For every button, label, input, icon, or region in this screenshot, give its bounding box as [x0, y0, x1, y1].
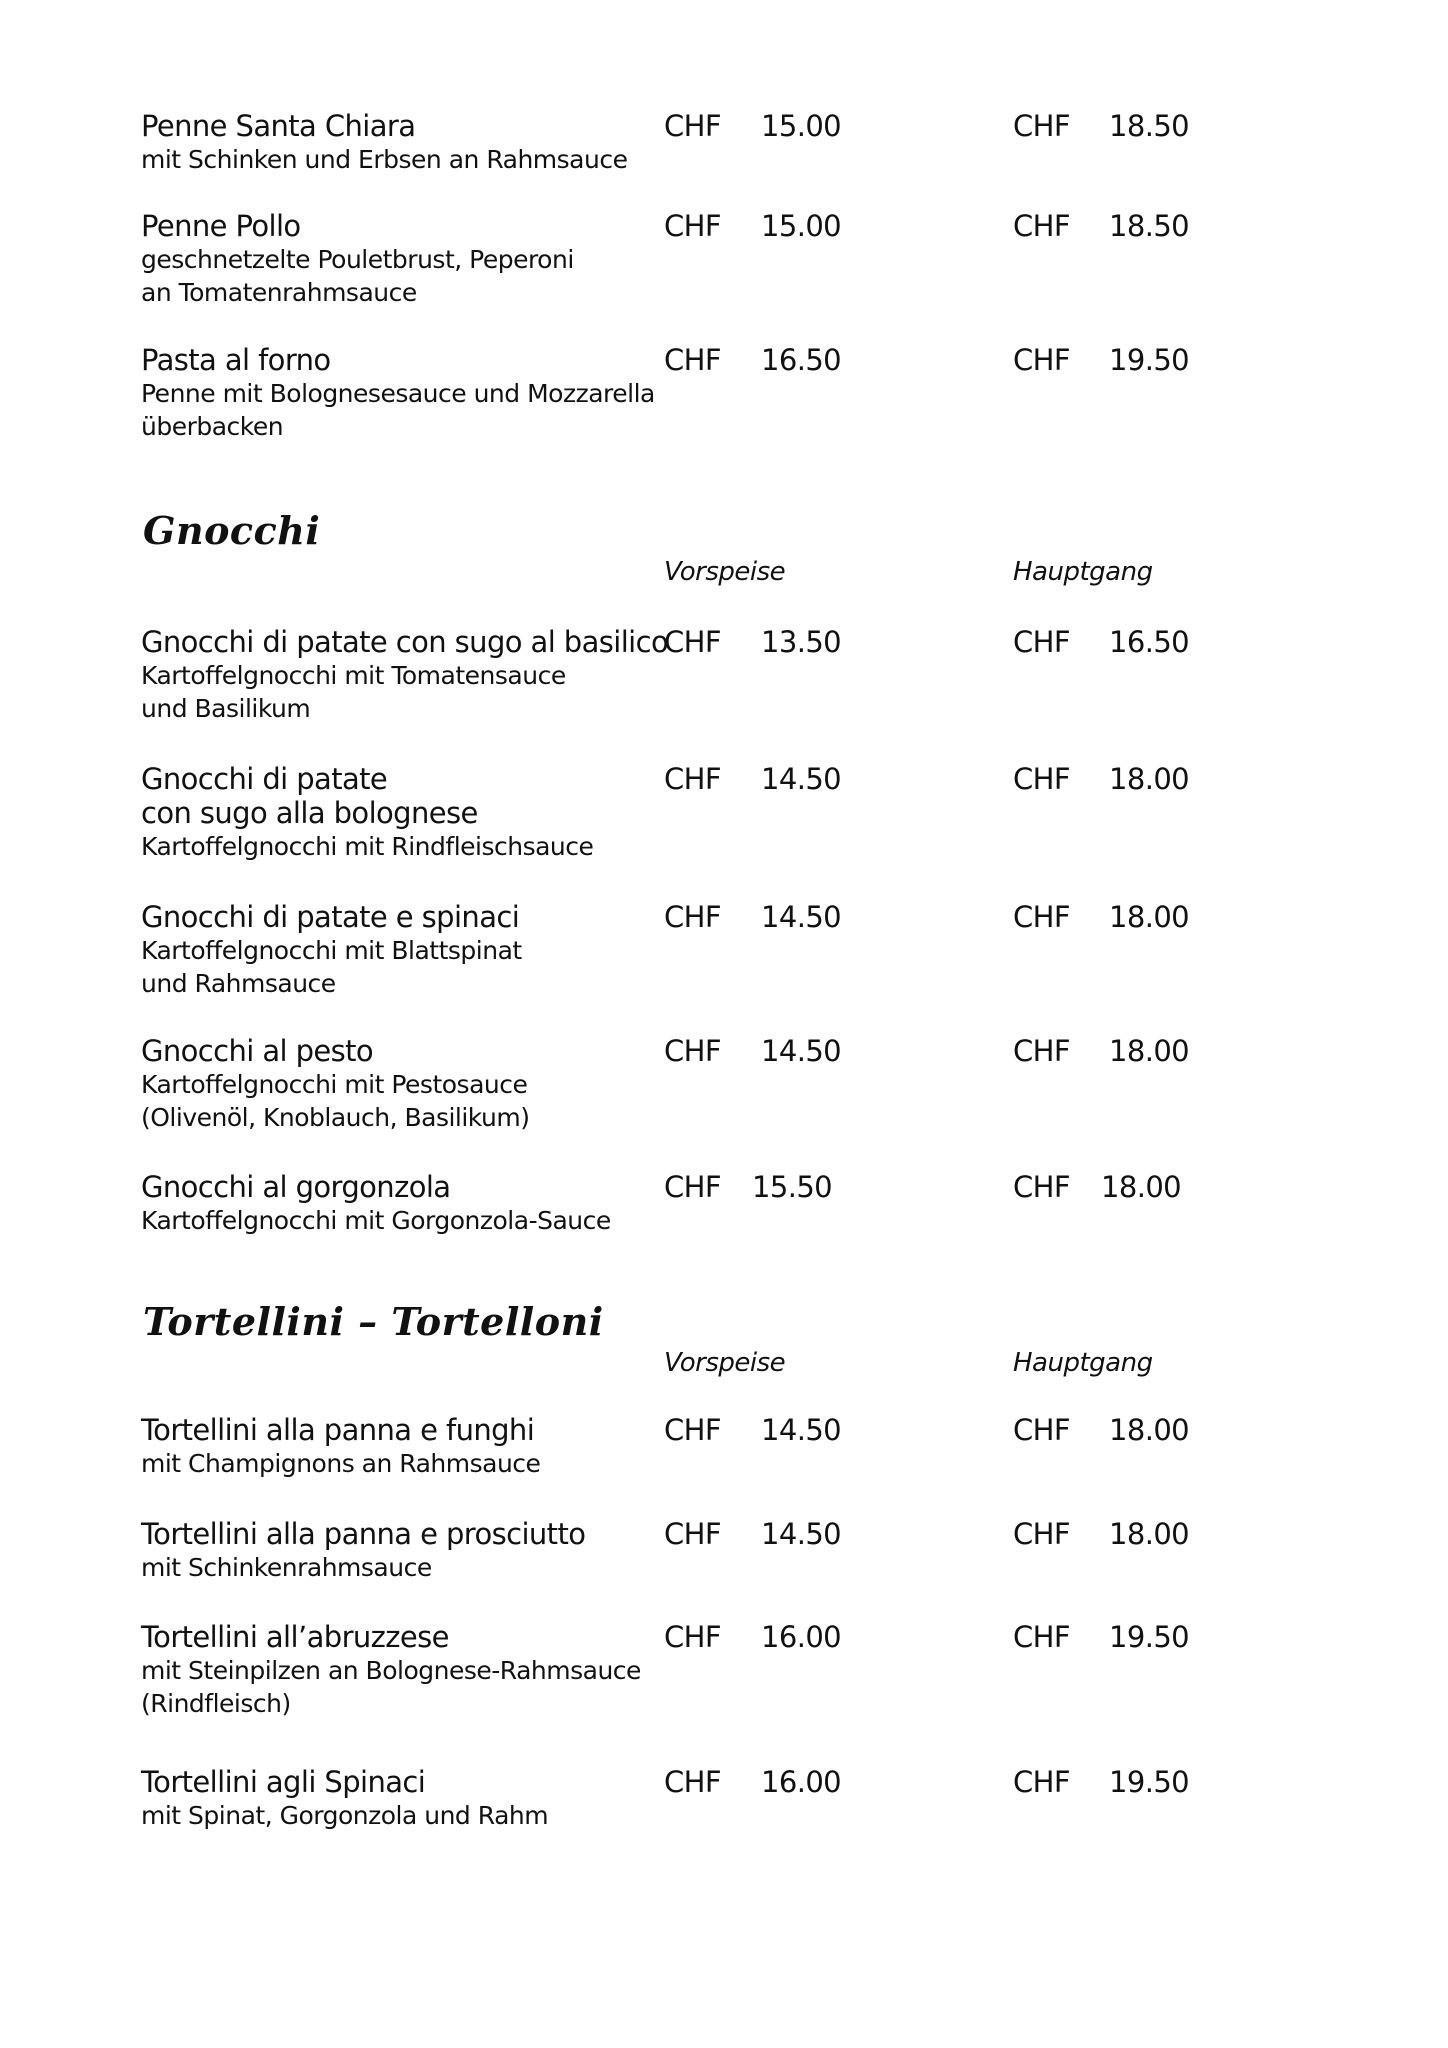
dish-description: Kartoffelgnocchi mit Gorgonzola-Sauce [141, 1206, 611, 1235]
section-title-tortellini: Tortellini – Tortelloni [143, 1299, 604, 1344]
dish-description: Kartoffelgnocchi mit Blattspinat [141, 936, 522, 965]
dish-description: Kartoffelgnocchi mit Rindfleischsauce [141, 832, 594, 861]
dish-name: Tortellini agli Spinaci [141, 1765, 426, 1799]
dish-description: überbacken [141, 412, 284, 441]
dish-description: geschnetzelte Pouletbrust, Peperoni [141, 245, 574, 274]
price-vorspeise: 16.00 [761, 1765, 842, 1799]
price-vorspeise: 16.00 [761, 1620, 842, 1654]
currency-label: CHF [1013, 1413, 1070, 1447]
menu-item [141, 1620, 1201, 1720]
price-vorspeise: 13.50 [761, 625, 842, 659]
currency-label: CHF [664, 343, 721, 377]
price-hauptgang: 18.00 [1109, 762, 1190, 796]
currency-label: CHF [664, 1413, 721, 1447]
currency-label: CHF [664, 1620, 721, 1654]
price-vorspeise: 16.50 [761, 343, 842, 377]
currency-label: CHF [1013, 762, 1070, 796]
currency-label: CHF [1013, 1034, 1070, 1068]
currency-label: CHF [664, 1034, 721, 1068]
dish-name: Tortellini alla panna e prosciutto [141, 1517, 586, 1551]
dish-name: Tortellini all’abruzzese [141, 1620, 449, 1654]
dish-name: Gnocchi di patate [141, 762, 388, 796]
dish-name: Gnocchi di patate con sugo al basilico [141, 625, 669, 659]
currency-label: CHF [1013, 1620, 1070, 1654]
currency-label: CHF [1013, 1765, 1070, 1799]
currency-label: CHF [664, 109, 721, 143]
price-hauptgang: 18.00 [1109, 900, 1190, 934]
currency-label: CHF [1013, 109, 1070, 143]
dish-description: (Rindfleisch) [141, 1689, 291, 1718]
menu-item [141, 900, 1201, 1000]
menu-item [141, 762, 1201, 863]
currency-label: CHF [664, 625, 721, 659]
column-header-vorspeise: Vorspeise [664, 1348, 786, 1378]
menu-item [141, 343, 1201, 443]
column-header-hauptgang: Hauptgang [1013, 1348, 1153, 1378]
currency-label: CHF [664, 1517, 721, 1551]
price-vorspeise: 14.50 [761, 1413, 842, 1447]
price-vorspeise: 15.00 [761, 109, 842, 143]
dish-description: mit Schinkenrahmsauce [141, 1553, 432, 1582]
column-header-hauptgang: Hauptgang [1013, 557, 1153, 587]
dish-description: (Olivenöl, Knoblauch, Basilikum) [141, 1103, 530, 1132]
currency-label: CHF [1013, 343, 1070, 377]
dish-description: Kartoffelgnocchi mit Pestosauce [141, 1070, 528, 1099]
dish-description: an Tomatenrahmsauce [141, 278, 417, 307]
price-hauptgang: 18.50 [1109, 109, 1190, 143]
currency-label: CHF [1013, 209, 1070, 243]
price-hauptgang: 18.00 [1109, 1413, 1190, 1447]
menu-item [141, 1765, 1201, 1832]
dish-description: Penne mit Bolognesesauce und Mozzarella [141, 379, 655, 408]
price-hauptgang: 18.00 [1101, 1170, 1182, 1204]
dish-description: mit Schinken und Erbsen an Rahmsauce [141, 145, 628, 174]
currency-label: CHF [664, 900, 721, 934]
section-title-gnocchi: Gnocchi [143, 508, 321, 553]
currency-label: CHF [1013, 1170, 1070, 1204]
price-hauptgang: 18.00 [1109, 1034, 1190, 1068]
price-vorspeise: 14.50 [761, 1517, 842, 1551]
menu-item [141, 1170, 1201, 1237]
dish-name-line-2: con sugo alla bolognese [141, 796, 478, 830]
price-hauptgang: 19.50 [1109, 343, 1190, 377]
price-hauptgang: 19.50 [1109, 1620, 1190, 1654]
dish-name: Gnocchi al gorgonzola [141, 1170, 451, 1204]
dish-name: Penne Santa Chiara [141, 109, 416, 143]
price-hauptgang: 19.50 [1109, 1765, 1190, 1799]
currency-label: CHF [664, 762, 721, 796]
menu-item [141, 109, 1201, 176]
price-vorspeise: 14.50 [761, 1034, 842, 1068]
price-vorspeise: 14.50 [761, 762, 842, 796]
dish-description: mit Champignons an Rahmsauce [141, 1449, 541, 1478]
currency-label: CHF [1013, 625, 1070, 659]
dish-description: mit Spinat, Gorgonzola und Rahm [141, 1801, 549, 1830]
menu-item [141, 625, 1201, 725]
dish-description: Kartoffelgnocchi mit Tomatensauce [141, 661, 566, 690]
column-header-vorspeise: Vorspeise [664, 557, 786, 587]
menu-item [141, 209, 1201, 309]
dish-name: Gnocchi di patate e spinaci [141, 900, 520, 934]
dish-name: Pasta al forno [141, 343, 331, 377]
menu-item [141, 1413, 1201, 1480]
price-vorspeise: 15.50 [752, 1170, 833, 1204]
dish-description: und Basilikum [141, 694, 311, 723]
currency-label: CHF [664, 209, 721, 243]
currency-label: CHF [1013, 900, 1070, 934]
menu-item [141, 1034, 1201, 1134]
dish-name: Gnocchi al pesto [141, 1034, 374, 1068]
dish-name: Tortellini alla panna e funghi [141, 1413, 535, 1447]
price-vorspeise: 15.00 [761, 209, 842, 243]
dish-description: und Rahmsauce [141, 969, 336, 998]
price-hauptgang: 16.50 [1109, 625, 1190, 659]
price-vorspeise: 14.50 [761, 900, 842, 934]
dish-name: Penne Pollo [141, 209, 301, 243]
currency-label: CHF [664, 1170, 721, 1204]
price-hauptgang: 18.00 [1109, 1517, 1190, 1551]
currency-label: CHF [1013, 1517, 1070, 1551]
menu-item [141, 1517, 1201, 1584]
currency-label: CHF [664, 1765, 721, 1799]
dish-description: mit Steinpilzen an Bolognese-Rahmsauce [141, 1656, 641, 1685]
price-hauptgang: 18.50 [1109, 209, 1190, 243]
